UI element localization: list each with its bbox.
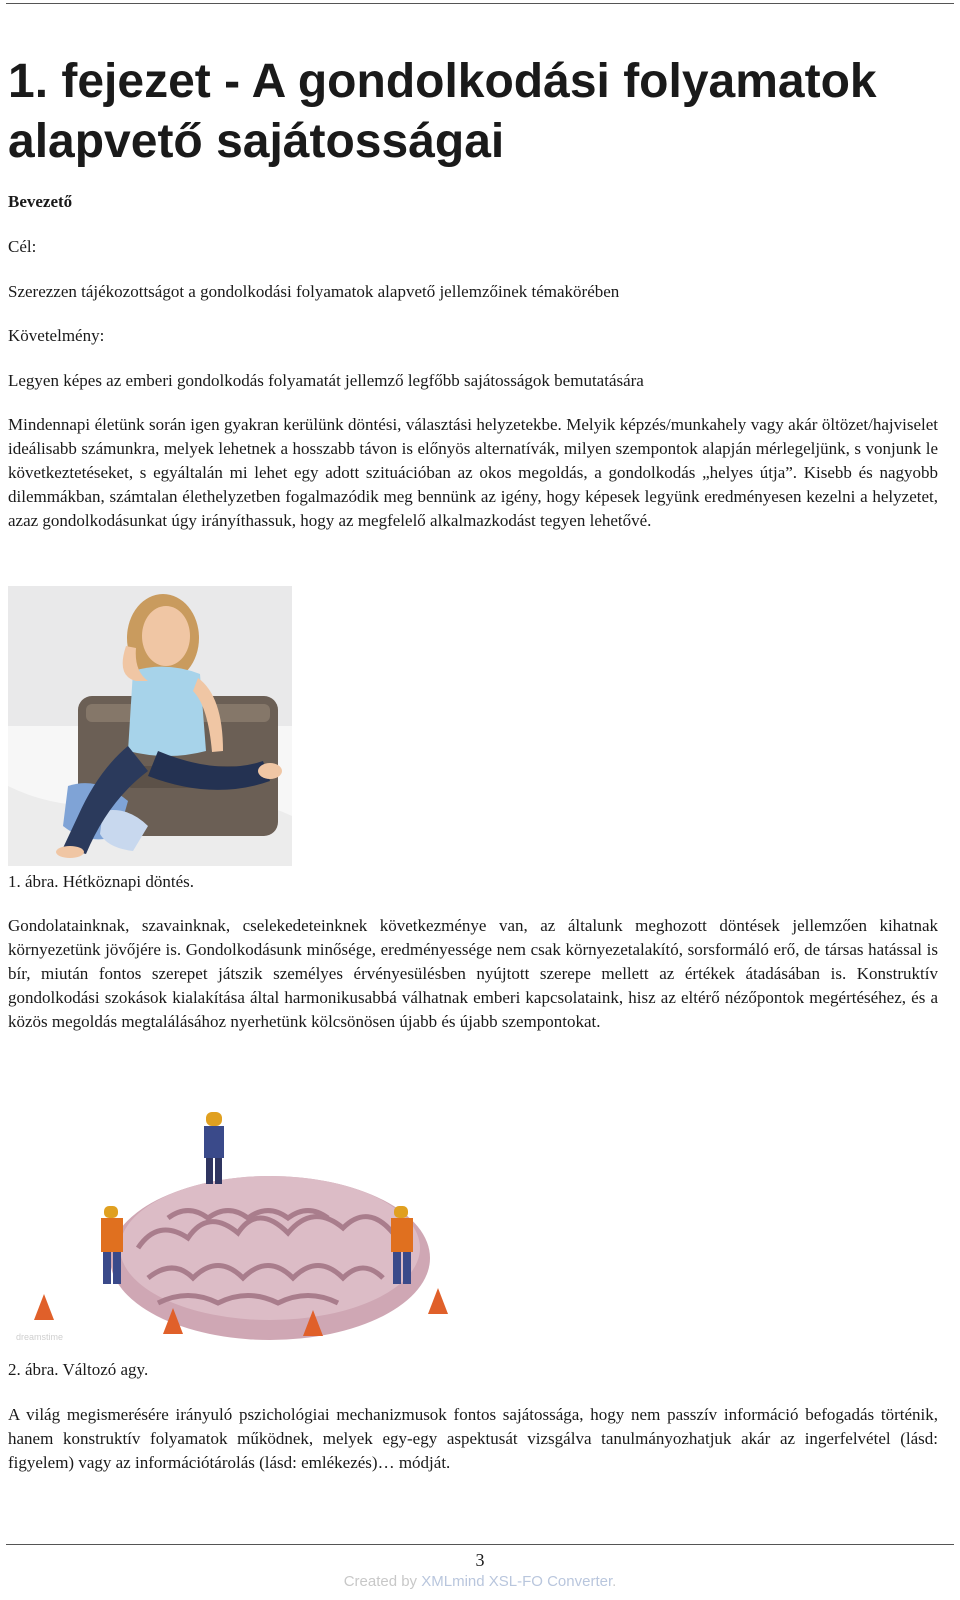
top-rule xyxy=(6,3,954,4)
page-number: 3 xyxy=(475,1550,485,1570)
paragraph-2: Gondolatainknak, szavainknak, cselekedeteinknek következménye van, az általunk meghozott döntések jellemzően kihatnak környezetünk jövőjére is. Gondolkodásunk minősége, eredményessége nem csak környezetalakító, sorsformáló erő, de társas hatással is bír, miután fontos szerepet játszik személyes érvényesülésben nyújtott szerepe mellett az értékek átadásában is. Konstruktív gondolkodási szokások kialakítása által harmonikusabbá válhatnak emberi kapcsolataink, hisz az eltérő nézőpontok megértéséhez, és a közös megoldás megtalálásához nyerhetünk kölcsönösen újabb és újabb szempontokat. xyxy=(8,916,938,1031)
figure-2-watermark: dreamstime xyxy=(16,1332,64,1342)
paragraph-3: A világ megismerésére irányuló pszichológiai mechanizmusok fontos sajátossága, hogy nem passzív információ befogadás történik, hanem konstruktív folyamatok működnek, melyek egy-egy aspektusát vizsgálva tanulmányozhatjuk akár az ingerfelvétel (lásd: figyelem) vagy az információtárolás (lásd: emlékezés)… módját. xyxy=(8,1405,938,1472)
footer-prefix: Created by xyxy=(343,1573,422,1590)
requirement-label: Követelmény: xyxy=(8,326,105,345)
figure-2-caption: 2. ábra. Változó agy. xyxy=(8,1360,149,1379)
goal-label: Cél: xyxy=(8,237,37,256)
goal-text: Szerezzen tájékozottságot a gondolkodási folyamatok alapvető jellemzőinek témakörében xyxy=(8,282,620,301)
requirement-text: Legyen képes az emberi gondolkodás folyamatát jellemző legfőbb sajátosságok bemutatására xyxy=(8,371,644,390)
figure-1-caption: 1. ábra. Hétköznapi döntés. xyxy=(8,872,194,891)
paragraph-1: Mindennapi életünk során igen gyakran kerülünk döntési, választási helyzetekbe. Melyik képzés/munkahely vagy akár öltözet/hajviselet ideálisabb számunkra, melyek lehetnek a hosszabb távon is előnyös alternatívák, milyen szempontok alapján mérlegeljünk, s vonjunk le következtetéseket, s egyáltalán mi lehet egy adott szituációban az okos megoldás, a gondolkodás „helyes útja”. Kisebb és nagyobb dilemmákban, számtalan élethelyzetben fogalmazódik meg bennünk az igény, hogy képesek legyünk eredményesen kezelni a helyzetet, azaz gondolkodásunkat úgy irányíthassuk, hogy az megfelelő alkalmazkodást tegyen lehetővé. xyxy=(8,415,938,530)
chapter-title: 1. fejezet - A gondolkodási folyamatok alapvető sajátosságai xyxy=(8,55,877,168)
footer-credit xyxy=(0,1573,960,1590)
figure-1-image xyxy=(8,586,292,866)
footer-suffix: . xyxy=(612,1573,617,1590)
footer-link[interactable]: XMLmind XSL-FO Converter xyxy=(421,1573,613,1590)
intro-heading: Bevezető xyxy=(8,192,73,211)
bottom-rule xyxy=(6,1544,954,1545)
figure-2-image xyxy=(8,1108,464,1363)
